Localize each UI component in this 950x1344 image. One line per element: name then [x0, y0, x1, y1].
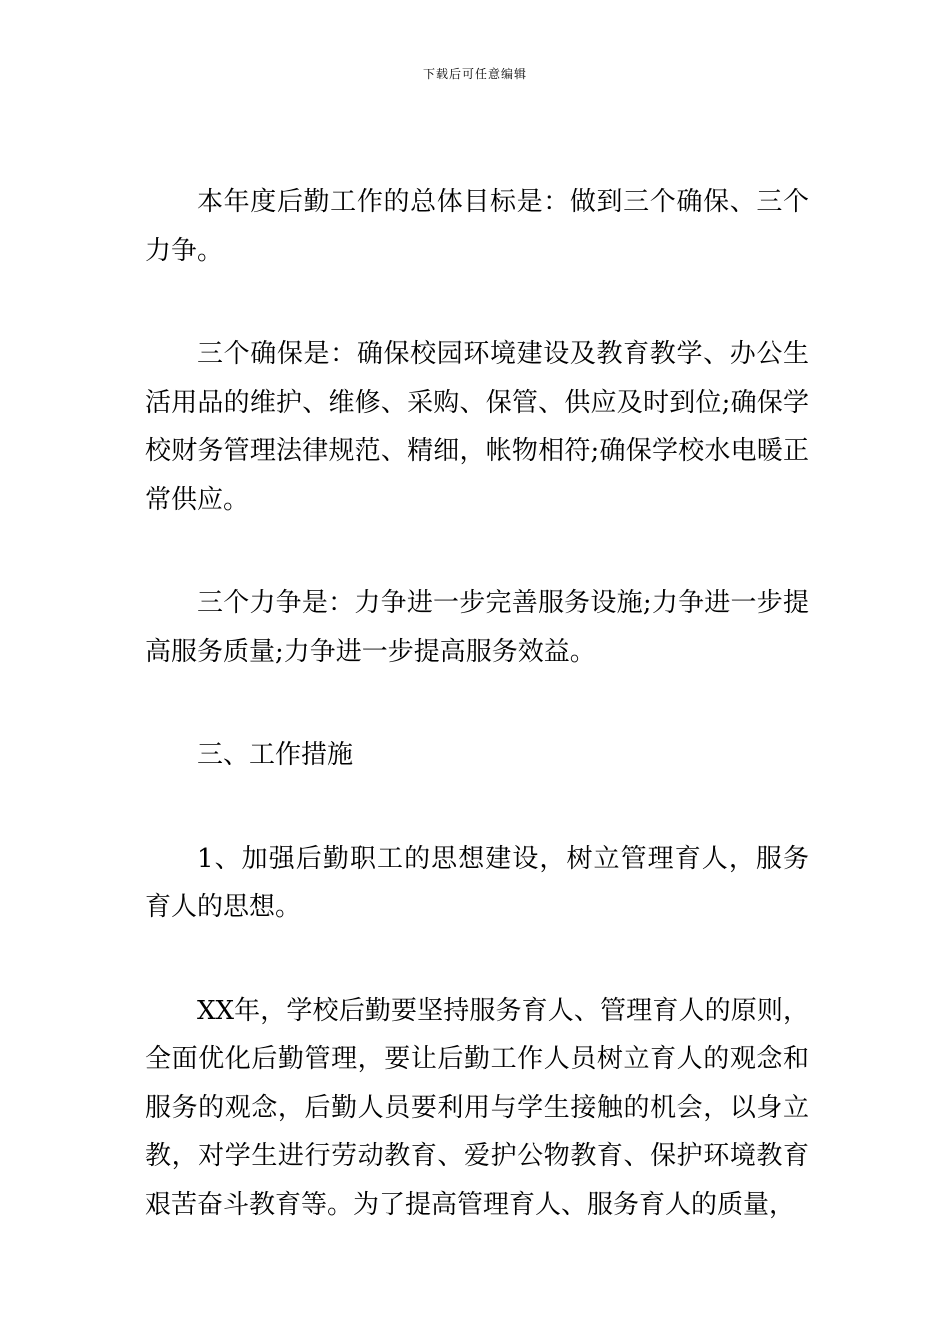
- paragraph-measure-1-detail: XX年，学校后勤要坚持服务育人、管理育人的原则，全面优化后勤管理，要让后勤工作人员树立育人的观念和服务的观念，后勤人员要利用与学生接触的机会，以身立教，对学生进行劳动教育、爱护公物教育、保护环境教育艰苦奋斗教育等。为了提高管理育人、服务育人的质量，: [145, 995, 809, 1220]
- paragraph-three-ensures: 三个确保是：确保校园环境建设及教育教学、办公生活用品的维护、维修、采购、保管、供应及时到位;确保学校财务管理法律规范、精细，帐物相符;确保学校水电暖正常供应。: [145, 339, 809, 515]
- paragraph-overall-goal: 本年度后勤工作的总体目标是：做到三个确保、三个力争。: [145, 187, 809, 266]
- document-body: [145, 178, 809, 1229]
- paragraph-three-strives: 三个力争是：力争进一步完善服务设施;力争进一步提高服务质量;力争进一步提高服务效益。: [145, 588, 809, 667]
- header-note: 下载后可任意编辑: [422, 67, 527, 81]
- paragraph-measure-1: 1、加强后勤职工的思想建设，树立管理育人，服务育人的思想。: [145, 843, 809, 922]
- section-heading-measures: 三、工作措施: [197, 740, 354, 770]
